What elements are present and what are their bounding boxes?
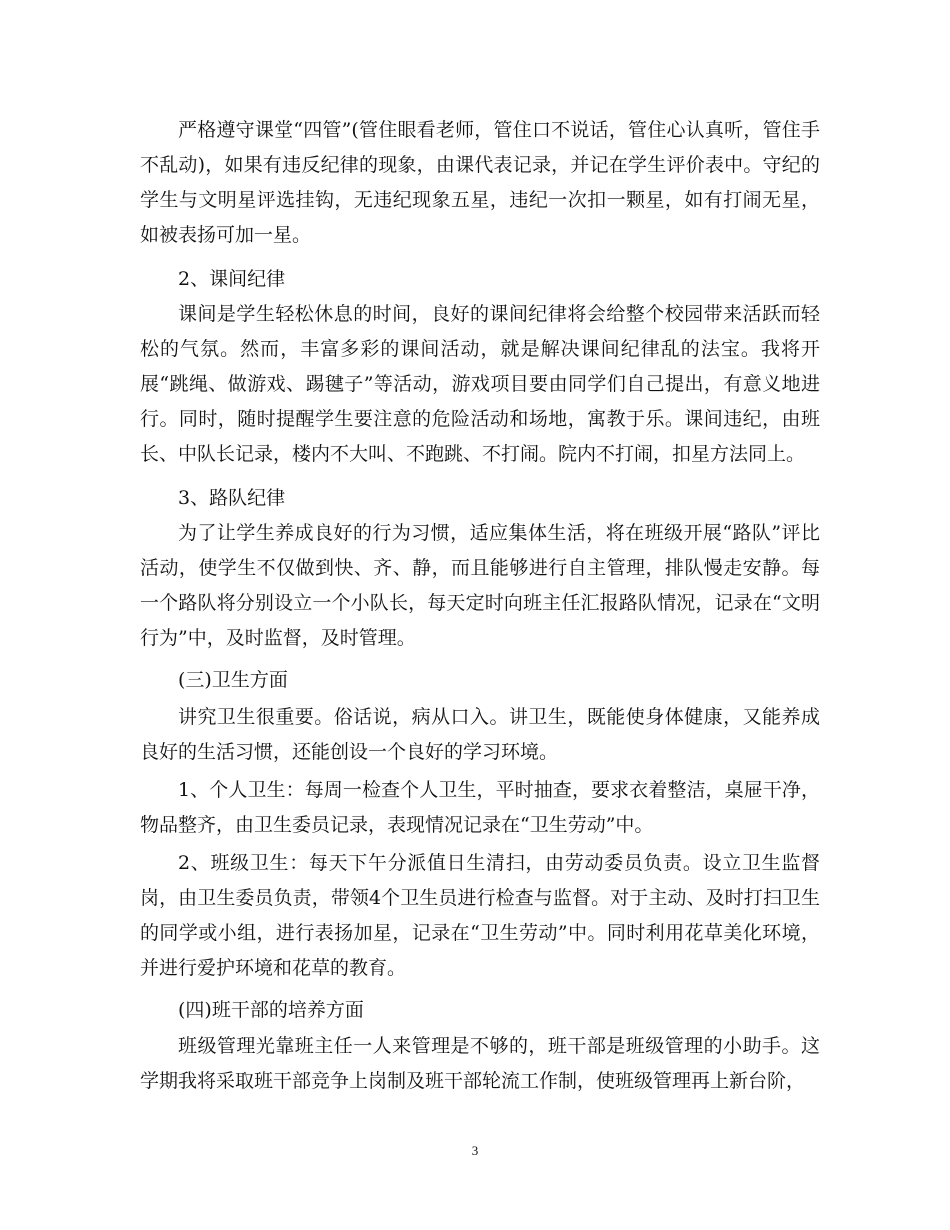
- paragraph-personal-hygiene: 1、个人卫生：每周一检查个人卫生，平时抽查，要求衣着整洁，桌屉干净，物品整齐，由卫生委员记录，表现情况记录在“卫生劳动”中。: [140, 779, 820, 836]
- paragraph-hygiene-intro: 讲究卫生很重要。俗话说，病从口入。讲卫生，既能使身体健康，又能养成良好的生活习惯，还能创设一个良好的学习环境。: [140, 706, 820, 763]
- heading-break-discipline: 2、课间纪律: [178, 268, 286, 290]
- paragraph-classroom-rules: 严格遵守课堂“四管”(管住眼看老师，管住口不说话，管住心认真听，管住手不乱动)，如果有违反纪律的现象，由课代表记录，并记在学生评价表中。守纪的学生与文明星评选挂钩，无违纪现象五星，违纪一次扣一颗星，如有打闹无星，如被表扬可加一星。: [140, 119, 820, 246]
- paragraph-class-cadres: 班级管理光靠班主任一人来管理是不够的，班干部是班级管理的小助手。这学期我将采取班干部竞争上岗制及班干部轮流工作制，使班级管理再上新台阶，: [140, 1035, 820, 1092]
- heading-class-cadres: (四)班干部的培养方面: [178, 999, 364, 1021]
- page-number: 3: [471, 1143, 479, 1158]
- paragraph-class-hygiene: 2、班级卫生：每天下午分派值日生清扫，由劳动委员负责。设立卫生监督岗，由卫生委员负责，带领4个卫生员进行检查与监督。对于主动、及时打扫卫生的同学或小组，进行表扬加星，记录在“卫生劳动”中。同时利用花草美化环境，并进行爱护环境和花草的教育。: [140, 852, 820, 979]
- paragraph-queue-discipline: 为了让学生养成良好的行为习惯，适应集体生活，将在班级开展“路队”评比活动，使学生不仅做到快、齐、静，而且能够进行自主管理，排队慢走安静。每一个路队将分别设立一个小队长，每天定时向班主任汇报路队情况，记录在“文明行为”中，及时监督，及时管理。: [140, 522, 820, 649]
- heading-hygiene: (三)卫生方面: [178, 669, 288, 691]
- heading-queue-discipline: 3、路队纪律: [178, 487, 286, 509]
- paragraph-break-discipline: 课间是学生轻松休息的时间，良好的课间纪律将会给整个校园带来活跃而轻松的气氛。然而，丰富多彩的课间活动，就是解决课间纪律乱的法宝。我将开展“跳绳、做游戏、踢毽子”等活动，游戏项目要由同学们自己提出，有意义地进行。同时，随时提醒学生要注意的危险活动和场地，寓教于乐。课间违纪，由班长、中队长记录，楼内不大叫、不跑跳、不打闹。院内不打闹，扣星方法同上。: [140, 303, 820, 465]
